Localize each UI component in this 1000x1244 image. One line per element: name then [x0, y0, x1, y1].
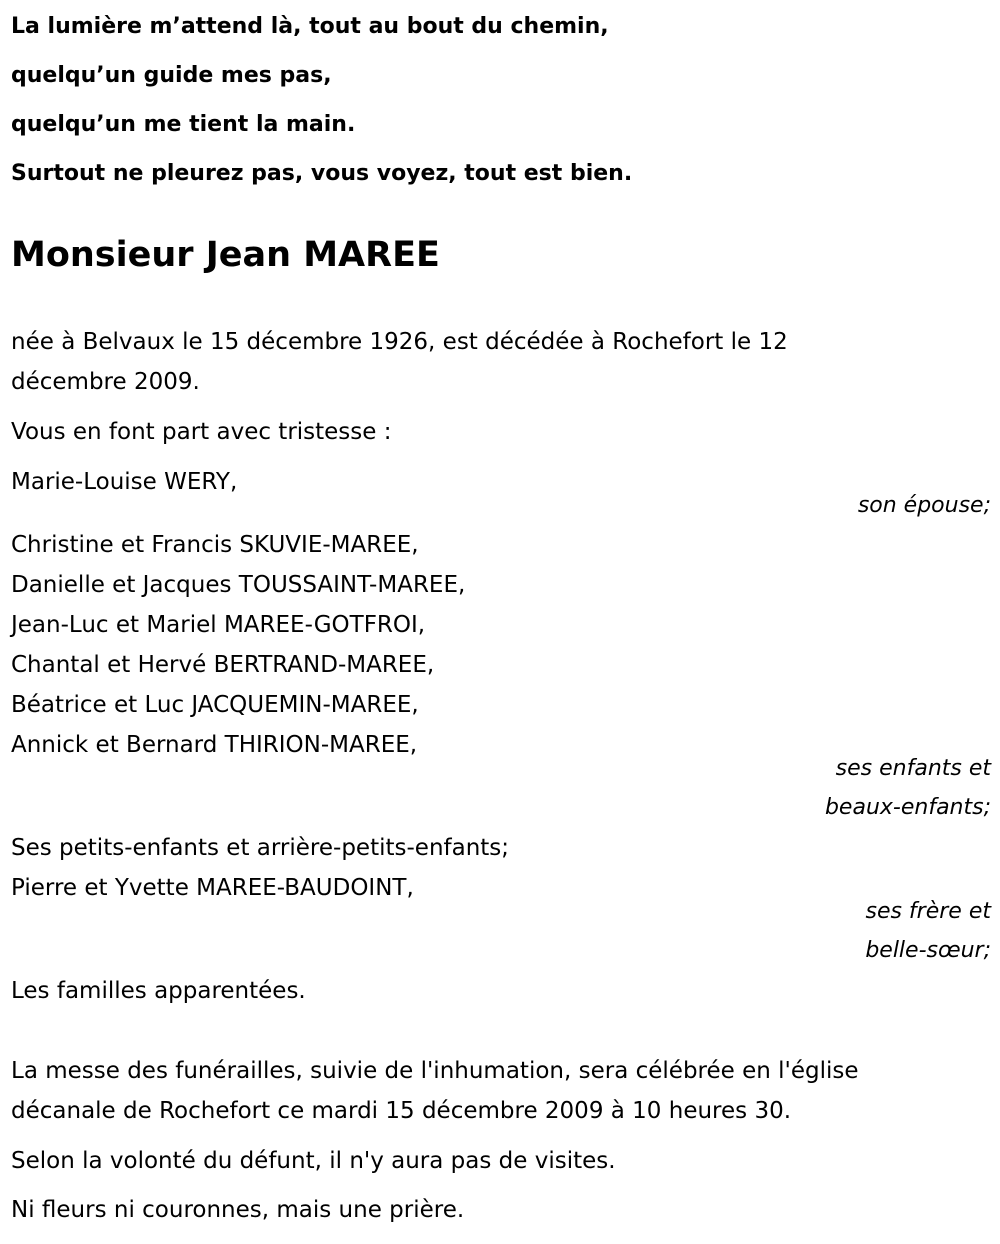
child-line: Béatrice et Luc JACQUEMIN-MAREE, — [11, 692, 419, 718]
flowers-line: Ni fleurs ni couronnes, mais une prière. — [11, 1197, 465, 1223]
poem-line-1: La lumière m’attend là, tout au bout du chemin, — [11, 14, 609, 39]
intro-line-2: décembre 2009. — [11, 369, 200, 395]
child-line: Chantal et Hervé BERTRAND-MAREE, — [11, 652, 435, 678]
poem-line-2: quelqu’un guide mes pas, — [11, 63, 332, 88]
poem-line-4: Surtout ne pleurez pas, vous voyez, tout est bien. — [11, 161, 633, 186]
no-visits-line: Selon la volonté du défunt, il n'y aura pas de visites. — [11, 1148, 616, 1174]
child-line: Jean-Luc et Mariel MAREE-GOTFROI, — [11, 612, 426, 638]
poem-line-3: quelqu’un me tient la main. — [11, 112, 356, 137]
child-line: Annick et Bernard THIRION-MAREE, — [11, 732, 418, 758]
children-relation-line-2: beaux-enfants; — [824, 795, 991, 820]
sibling-name: Pierre et Yvette MAREE-BAUDOINT, — [11, 875, 414, 901]
sibling-relation-line-1: ses frère et — [865, 899, 991, 924]
spouse-relation: son épouse; — [857, 493, 991, 518]
grandchildren-line: Ses petits-enfants et arrière-petits-enfants; — [11, 835, 510, 861]
intro-line-1: née à Belvaux le 15 décembre 1926, est décédée à Rochefort le 12 — [11, 329, 788, 355]
spouse-name: Marie-Louise WERY, — [11, 469, 238, 495]
deceased-name-title: Monsieur Jean MAREE — [11, 235, 440, 275]
families-line: Les familles apparentées. — [11, 978, 306, 1004]
child-line: Danielle et Jacques TOUSSAINT-MAREE, — [11, 572, 466, 598]
sibling-relation-line-2: belle-sœur; — [865, 938, 991, 963]
funeral-line-1: La messe des funérailles, suivie de l'inhumation, sera célébrée en l'église — [11, 1058, 859, 1084]
children-relation-line-1: ses enfants et — [835, 756, 991, 781]
child-line: Christine et Francis SKUVIE-MAREE, — [11, 532, 419, 558]
announcement: Vous en font part avec tristesse : — [11, 419, 392, 445]
funeral-line-2: décanale de Rochefort ce mardi 15 décembre 2009 à 10 heures 30. — [11, 1098, 792, 1124]
